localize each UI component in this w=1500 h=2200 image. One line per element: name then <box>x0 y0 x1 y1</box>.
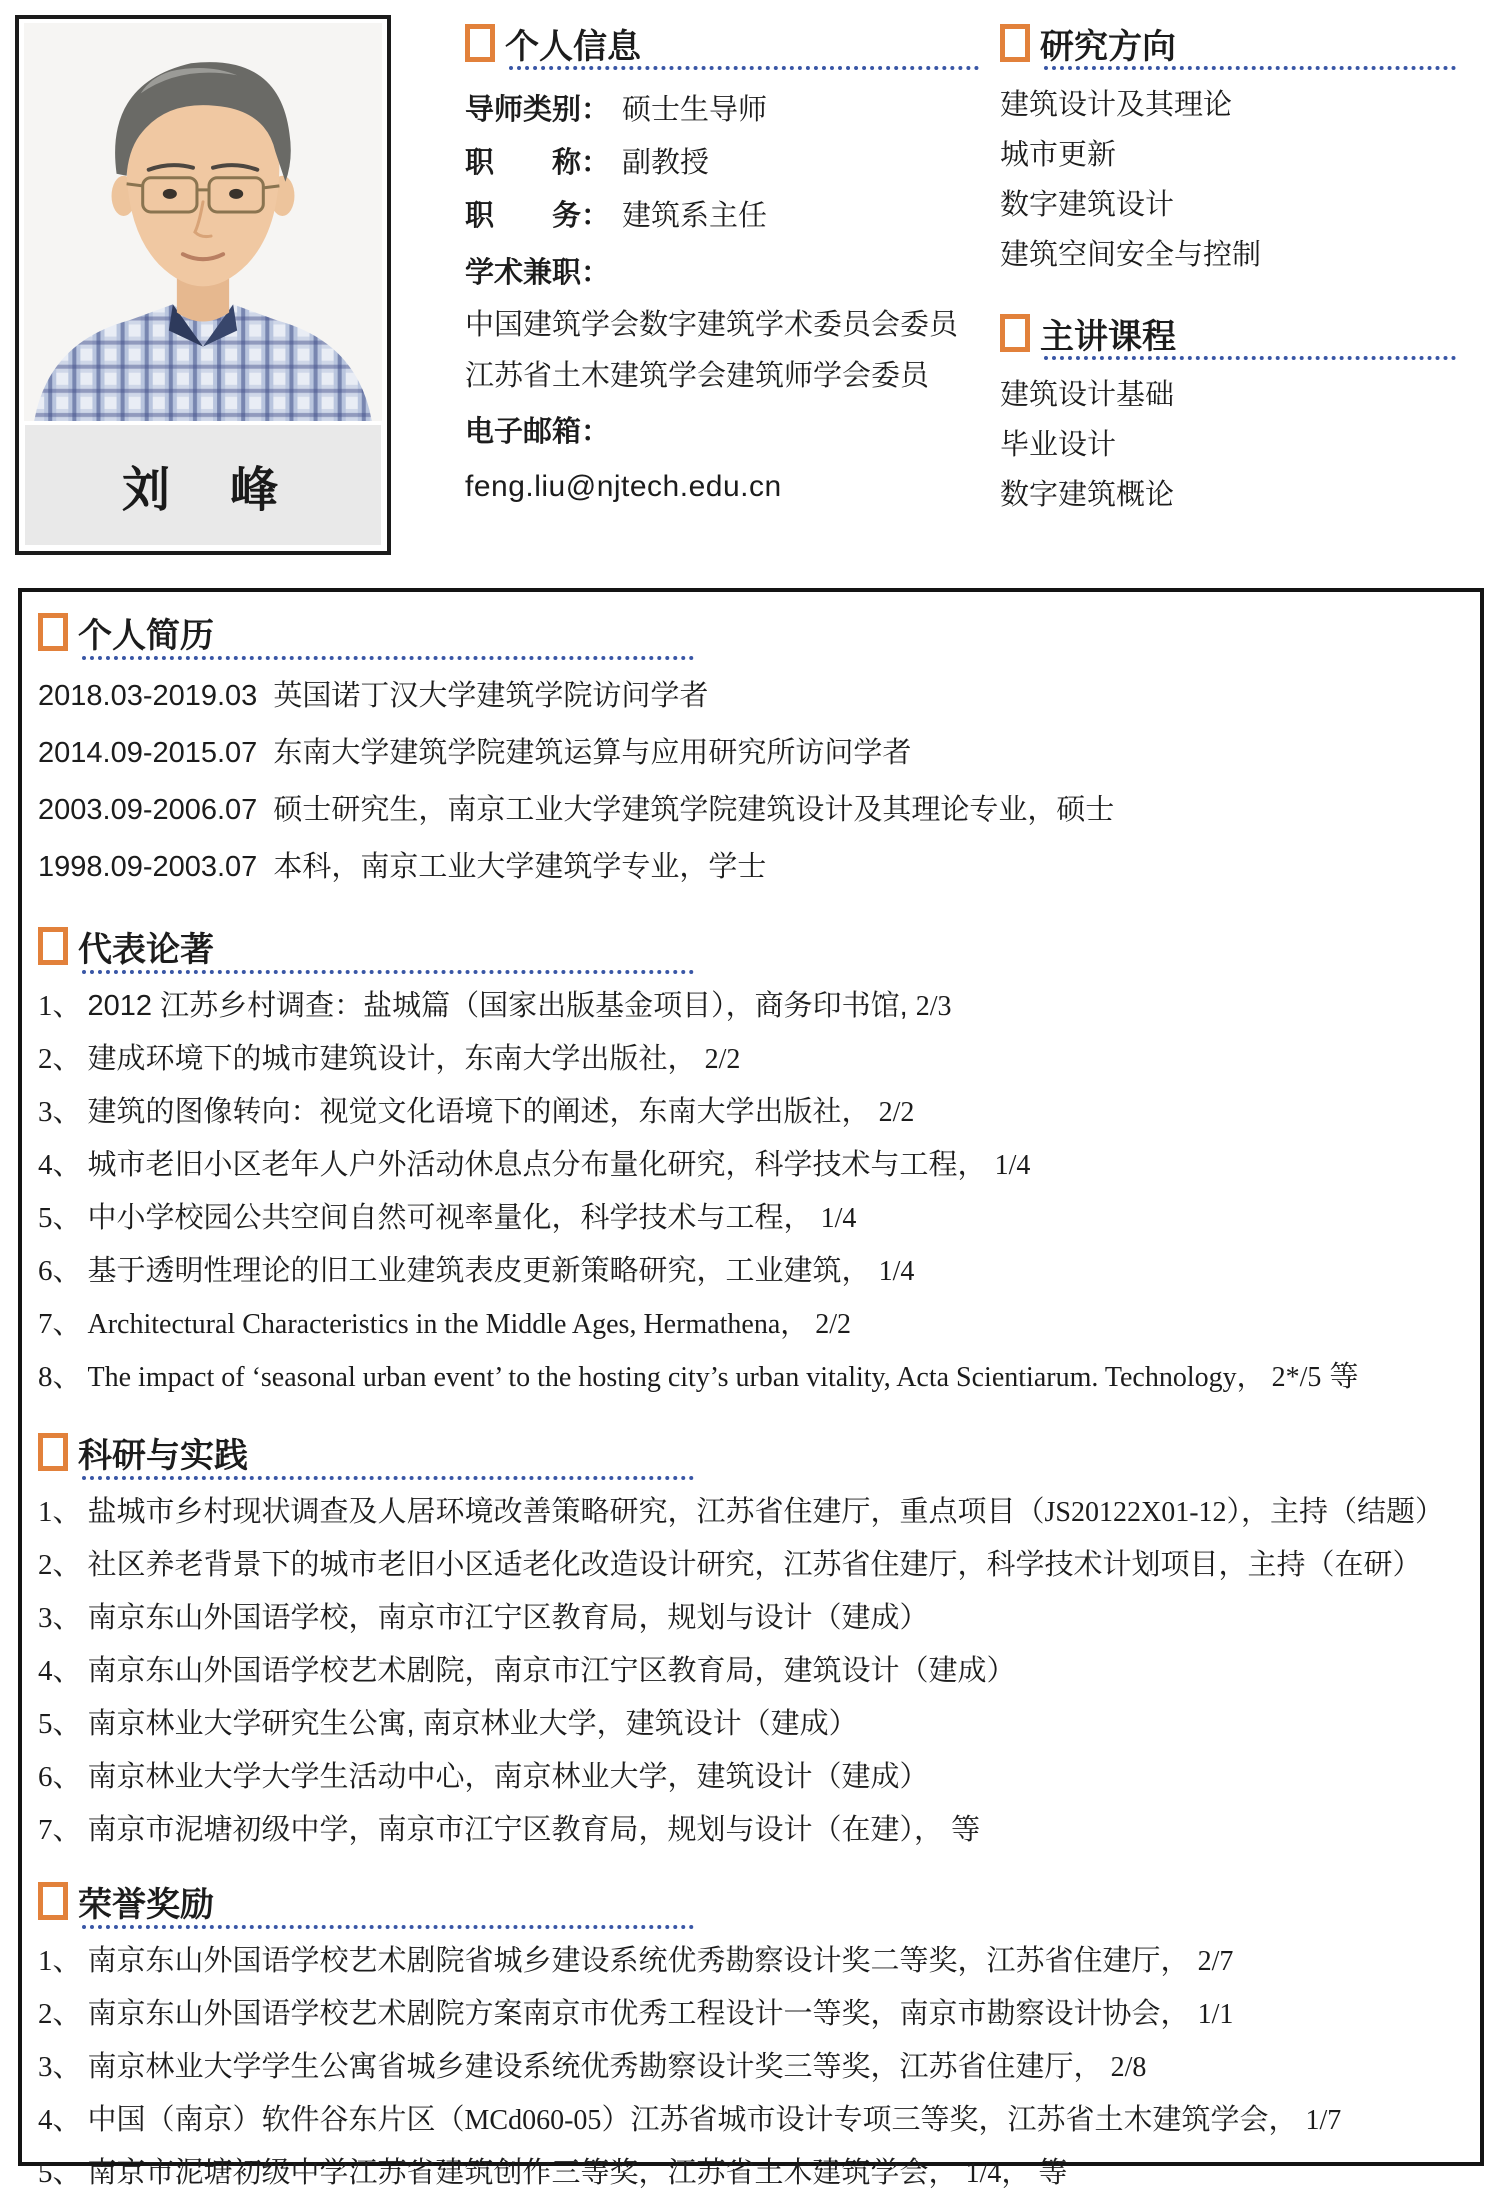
honors-header <box>38 1877 1462 1925</box>
item-text: 南京林业大学大学生活动中心，南京林业大学，建筑设计（建成） <box>87 1761 929 1793</box>
item-number-separator: 、 <box>52 1043 82 1075</box>
item-number: 6 <box>38 1761 53 1793</box>
item-text: 南京林业大学学生公寓省城乡建设系统优秀勘察设计奖三等奖，江苏省住建厅， <box>87 2051 1111 2083</box>
item-number-separator: 、 <box>52 1945 82 1977</box>
item-number-separator: 、 <box>52 1255 82 1287</box>
publication-item <box>38 1139 1462 1192</box>
item-number: 5 <box>38 1202 53 1234</box>
section-bullet-icon <box>1000 314 1030 352</box>
info-row <box>465 84 985 137</box>
course-item: 毕业设计 <box>1000 429 1117 461</box>
research-directions-list <box>1000 80 1462 280</box>
item-number-separator: 、 <box>52 1602 82 1634</box>
resume-row <box>38 782 1462 839</box>
item-number-separator: 、 <box>52 1202 82 1234</box>
item-text: MCd060-05 <box>464 2105 602 2136</box>
item-text: JS20122X01-12 <box>1044 1497 1227 1528</box>
item-number: 4 <box>38 1655 53 1687</box>
item-number: 1 <box>38 1496 53 1528</box>
item-text: 基于透明性理论的旧工业建筑表皮更新策略研究，工业建筑， <box>87 1255 879 1287</box>
resume-desc: 东南大学建筑学院建筑运算与应用研究所访问学者 <box>273 737 912 769</box>
research-directions-header <box>1000 20 1462 66</box>
item-text: 1/4 <box>820 1203 857 1234</box>
info-value: 副教授 <box>622 147 710 179</box>
portrait-illustration <box>24 23 382 421</box>
item-number: 4 <box>38 1149 53 1181</box>
item-number: 4 <box>38 2104 53 2136</box>
practice-item <box>38 1539 1462 1592</box>
courses-header <box>1000 310 1462 356</box>
item-number: 2 <box>38 1998 53 2030</box>
item-text: 社区养老背景下的城市老旧小区适老化改造设计研究，江苏省住建厅，科学技术计划项目，主持（在研） <box>87 1549 1422 1581</box>
academic-posts-list <box>465 300 985 402</box>
info-colon: ： <box>581 94 611 126</box>
item-text: 盐城市乡村现状调查及人居环境改善策略研究，江苏省住建厅，重点项目（ <box>87 1496 1045 1528</box>
name-plate <box>25 425 381 545</box>
info-row <box>465 190 985 243</box>
profile-photo-card <box>15 15 391 555</box>
item-text: ），主持（结题） <box>1226 1496 1445 1528</box>
research-direction-item: 建筑空间安全与控制 <box>1000 239 1262 271</box>
item-text: 1/7 <box>1305 2105 1342 2136</box>
course-item: 建筑设计基础 <box>1000 379 1175 411</box>
item-number: 2 <box>38 1043 53 1075</box>
dotted-underline <box>82 1925 694 1929</box>
info-label: 职 称 <box>465 147 582 179</box>
item-text: 等 <box>1321 1361 1359 1393</box>
academic-post-item: 中国建筑学会数字建筑学术委员会委员 <box>465 309 959 341</box>
section-title: 荣誉奖励 <box>78 1885 214 1924</box>
section-title: 研究方向 <box>1040 27 1176 66</box>
publication-item <box>38 980 1462 1033</box>
item-number: 5 <box>38 2157 53 2189</box>
dotted-underline <box>82 970 694 974</box>
item-text: 2012 江苏乡村调查：盐城篇（国家出版基金项目），商务印书馆, <box>87 990 916 1022</box>
item-number: 5 <box>38 1708 53 1740</box>
item-text: 南京东山外国语学校艺术剧院，南京市江宁区教育局，建筑设计（建成） <box>87 1655 1016 1687</box>
item-text: 城市老旧小区老年人户外活动休息点分布量化研究，科学技术与工程， <box>87 1149 995 1181</box>
item-text: 南京市泥塘初级中学，南京市江宁区教育局，规划与设计（在建）， 等 <box>87 1814 981 1846</box>
item-number-separator: 、 <box>52 1549 82 1581</box>
item-text: 1/1 <box>1197 1999 1234 2030</box>
item-number-separator: 、 <box>52 1655 82 1687</box>
practice-item <box>38 1645 1462 1698</box>
item-text: 中国（南京）软件谷东片区（ <box>87 2104 465 2136</box>
item-number: 3 <box>38 1096 53 1128</box>
section-bullet-icon <box>38 613 68 651</box>
item-text: 1/4 <box>878 1256 915 1287</box>
resume-row <box>38 668 1462 725</box>
practice-item <box>38 1698 1462 1751</box>
item-text: 2/8 <box>1110 2052 1147 2083</box>
item-text: 2/2 <box>704 1044 741 1075</box>
item-number: 1 <box>38 1945 53 1977</box>
publications-list <box>38 980 1462 1404</box>
info-label: 导师类别 <box>465 94 582 126</box>
resume-period: 2018.03-2019.03 <box>38 680 258 712</box>
item-text: ）江苏省城市设计专项三等奖，江苏省土木建筑学会， <box>601 2104 1306 2136</box>
item-text: 1/4 <box>994 1150 1031 1181</box>
resume-period: 2014.09-2015.07 <box>38 737 258 769</box>
section-title: 科研与实践 <box>78 1436 248 1475</box>
item-text: 1/4 <box>965 2158 1002 2189</box>
item-number-separator: 、 <box>52 2051 82 2083</box>
practice-header <box>38 1428 1462 1476</box>
dotted-underline <box>82 1476 694 1480</box>
publication-item <box>38 1351 1462 1404</box>
courses-list <box>1000 370 1462 520</box>
publication-item <box>38 1298 1462 1351</box>
academic-post-item: 江苏省土木建筑学会建筑师学会委员 <box>465 360 930 392</box>
section-bullet-icon <box>38 1433 68 1471</box>
item-text: 建筑的图像转向：视觉文化语境下的阐述，东南大学出版社， <box>87 1096 879 1128</box>
resume-period: 2003.09-2006.07 <box>38 794 258 826</box>
practice-item <box>38 1592 1462 1645</box>
practice-item <box>38 1751 1462 1804</box>
info-label: 职 务 <box>465 200 582 232</box>
resume-desc: 英国诺丁汉大学建筑学院访问学者 <box>273 680 709 712</box>
info-colon: ： <box>581 147 611 179</box>
item-number: 3 <box>38 1602 53 1634</box>
honor-item <box>38 2041 1462 2094</box>
item-number: 3 <box>38 2051 53 2083</box>
resume-period: 1998.09-2003.07 <box>38 851 258 883</box>
right-column <box>1000 20 1462 520</box>
item-text: 建成环境下的城市建筑设计，东南大学出版社， <box>87 1043 705 1075</box>
research-direction-item: 建筑设计及其理论 <box>1000 89 1233 121</box>
section-title: 主讲课程 <box>1040 317 1176 356</box>
honors-list <box>38 1935 1462 2200</box>
publication-item <box>38 1192 1462 1245</box>
item-text: 2/2 <box>878 1097 915 1128</box>
section-bullet-icon <box>38 1882 68 1920</box>
item-text: 南京东山外国语学校，南京市江宁区教育局，规划与设计（建成） <box>87 1602 929 1634</box>
info-colon: ： <box>581 200 611 232</box>
item-number-separator: 、 <box>52 1149 82 1181</box>
publications-header <box>38 922 1462 970</box>
detail-box <box>18 588 1484 2189</box>
publication-item <box>38 1033 1462 1086</box>
item-number-separator: 、 <box>52 1814 82 1846</box>
practice-item <box>38 1486 1462 1539</box>
item-number-separator: 、 <box>52 1308 82 1340</box>
person-name: 刘 峰 <box>121 463 284 517</box>
item-text: 南京东山外国语学校艺术剧院省城乡建设系统优秀勘察设计奖二等奖，江苏省住建厅， <box>87 1945 1198 1977</box>
resume-desc: 硕士研究生，南京工业大学建筑学院建筑设计及其理论专业，硕士 <box>273 794 1115 826</box>
item-number-separator: 、 <box>52 1496 82 1528</box>
personal-info-header <box>465 20 985 66</box>
item-number-separator: 、 <box>52 2157 82 2189</box>
personal-info-section <box>465 20 985 515</box>
dotted-underline <box>82 656 694 660</box>
practice-list <box>38 1486 1462 1857</box>
research-direction-item: 数字建筑设计 <box>1000 189 1175 221</box>
research-direction-item: 城市更新 <box>1000 139 1117 171</box>
info-value: 硕士生导师 <box>622 94 768 126</box>
item-number-separator: 、 <box>52 1998 82 2030</box>
item-text: ， 等 <box>1001 2157 1068 2189</box>
course-item: 数字建筑概论 <box>1000 479 1175 511</box>
resume-desc: 本科，南京工业大学建筑学专业，学士 <box>273 851 767 883</box>
resume-list <box>38 668 1462 896</box>
item-text: 中小学校园公共空间自然可视率量化，科学技术与工程， <box>87 1202 821 1234</box>
resume-row <box>38 725 1462 782</box>
item-number: 1 <box>38 990 53 1022</box>
item-text: 2/7 <box>1197 1946 1234 1977</box>
item-text: 南京东山外国语学校艺术剧院方案南京市优秀工程设计一等奖，南京市勘察设计协会， <box>87 1998 1198 2030</box>
item-text: 南京市泥塘初级中学江苏省建筑创作三等奖，江苏省土木建筑学会， <box>87 2157 966 2189</box>
honor-item <box>38 2147 1462 2200</box>
section-title: 个人信息 <box>505 27 641 66</box>
item-number: 2 <box>38 1549 53 1581</box>
honor-item <box>38 2094 1462 2147</box>
section-bullet-icon <box>38 927 68 965</box>
item-text: 2/3 <box>915 991 952 1022</box>
item-number: 8 <box>38 1361 53 1393</box>
item-text: 南京林业大学研究生公寓, 南京林业大学，建筑设计（建成） <box>87 1708 858 1740</box>
section-title: 个人简历 <box>78 616 214 655</box>
practice-item <box>38 1804 1462 1857</box>
academic-posts-label: 学术兼职： <box>465 257 611 289</box>
item-number-separator: 、 <box>52 2104 82 2136</box>
info-value: 建筑系主任 <box>622 200 768 232</box>
email-address[interactable]: feng.liu@njtech.edu.cn <box>465 470 782 503</box>
item-number-separator: 、 <box>52 1761 82 1793</box>
item-number: 6 <box>38 1255 53 1287</box>
honor-item <box>38 1935 1462 1988</box>
section-bullet-icon <box>465 24 495 62</box>
item-number-separator: 、 <box>52 1096 82 1128</box>
publication-item <box>38 1245 1462 1298</box>
item-number-separator: 、 <box>52 990 82 1022</box>
item-number-separator: 、 <box>52 1708 82 1740</box>
item-number-separator: 、 <box>52 1361 82 1393</box>
item-number: 7 <box>38 1308 53 1340</box>
item-text: Architectural Characteristics in the Middle Ages, Hermathena， 2/2 <box>87 1309 852 1340</box>
section-bullet-icon <box>1000 24 1030 62</box>
honor-item <box>38 1988 1462 2041</box>
resume-row <box>38 839 1462 896</box>
personal-info-rows <box>465 84 985 243</box>
resume-header <box>38 608 1462 656</box>
portrait-photo <box>24 23 382 421</box>
section-title: 代表论著 <box>78 930 214 969</box>
email-label: 电子邮箱： <box>465 416 611 448</box>
item-number: 7 <box>38 1814 53 1846</box>
info-row <box>465 137 985 190</box>
item-text: The impact of ‘seasonal urban event’ to the hosting city’s urban vitality, Acta Scientiarum. Technology， 2*/5 <box>87 1362 1322 1393</box>
publication-item <box>38 1086 1462 1139</box>
